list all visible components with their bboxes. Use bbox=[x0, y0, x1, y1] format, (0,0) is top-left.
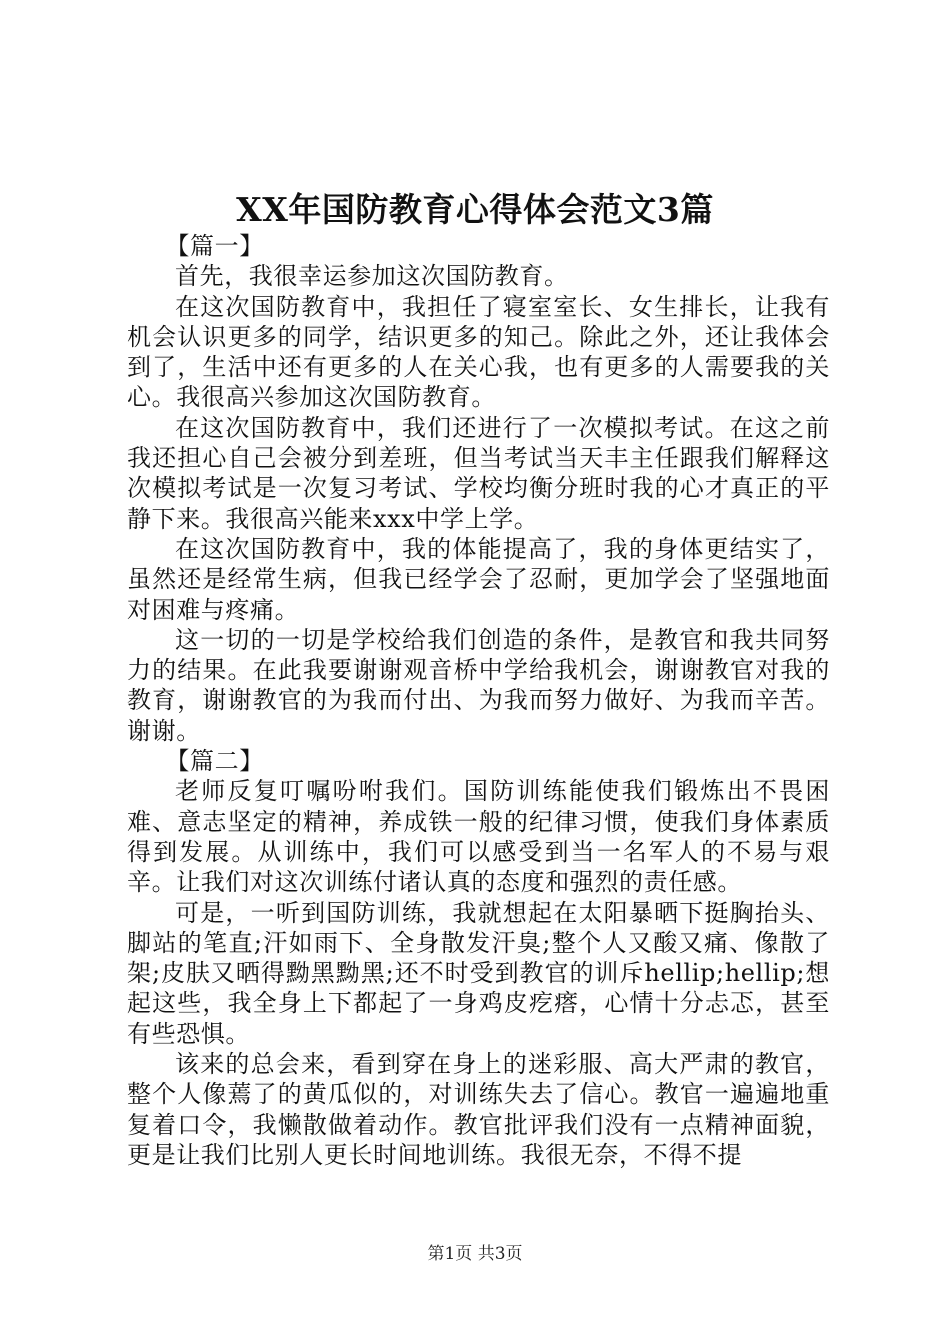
section-heading: 【篇一】 bbox=[165, 232, 264, 260]
paragraph: 老师反复叮嘱吩咐我们。国防训练能使我们锻炼出不畏困难、意志坚定的精神，养成铁一般的纪律习惯，使我们身体素质得到发展。从训练中，我们可以感受到当一名军人的不易与艰辛。让我们对这次训练付诸认真的态度和强烈的责任感。 bbox=[127, 777, 830, 897]
paragraph: 这一切的一切是学校给我们创造的条件，是教官和我共同努力的结果。在此我要谢谢观音桥中学给我机会，谢谢教官对我的教育，谢谢教官的为我而付出、为我而努力做好、为我而辛苦。谢谢。 bbox=[127, 625, 830, 745]
paragraph: 在这次国防教育中，我们还进行了一次模拟考试。在这之前我还担心自己会被分到差班，但当考试当天丰主任跟我们解释这次模拟考试是一次复习考试、学校均衡分班时我的心才真正的平静下来。我很高兴能来xxx中学上学。 bbox=[127, 413, 830, 533]
paragraph: 该来的总会来，看到穿在身上的迷彩服、高大严肃的教官，整个人像蔫了的黄瓜似的，对训练失去了信心。教官一遍遍地重复着口令，我懒散做着动作。教官批评我们没有一点精神面貌，更是让我们比别人更长时间地训练。我很无奈，不得不提 bbox=[127, 1050, 830, 1169]
paragraph: 在这次国防教育中，我的体能提高了，我的身体更结实了，虽然还是经常生病，但我已经学会了忍耐，更加学会了坚强地面对困难与疼痛。 bbox=[127, 534, 830, 624]
paragraph: 在这次国防教育中，我担任了寝室室长、女生排长，让我有机会认识更多的同学，结识更多的知己。除此之外，还让我体会到了，生活中还有更多的人在关心我，也有更多的人需要我的关心。我很高兴参加这次国防教育。 bbox=[127, 292, 830, 412]
page-footer: 第1页 共3页 bbox=[427, 1244, 523, 1264]
document-body bbox=[127, 231, 830, 1170]
paragraph: 首先，我很幸运参加这次国防教育。 bbox=[175, 262, 569, 291]
section-heading: 【篇二】 bbox=[165, 747, 264, 776]
document-title: XX年国防教育心得体会范文3篇 bbox=[236, 190, 714, 229]
paragraph: 可是，一听到国防训练，我就想起在太阳暴晒下挺胸抬头、脚站的笔直;汗如雨下、全身散发汗臭;整个人又酸又痛、像散了架;皮肤又晒得黝黑黝黑;还不时受到教官的训斥hellip;hellip;想起这些，我全身上下都起了一身鸡皮疙瘩，心情十分忐忑，甚至有些恐惧。 bbox=[127, 898, 830, 1048]
